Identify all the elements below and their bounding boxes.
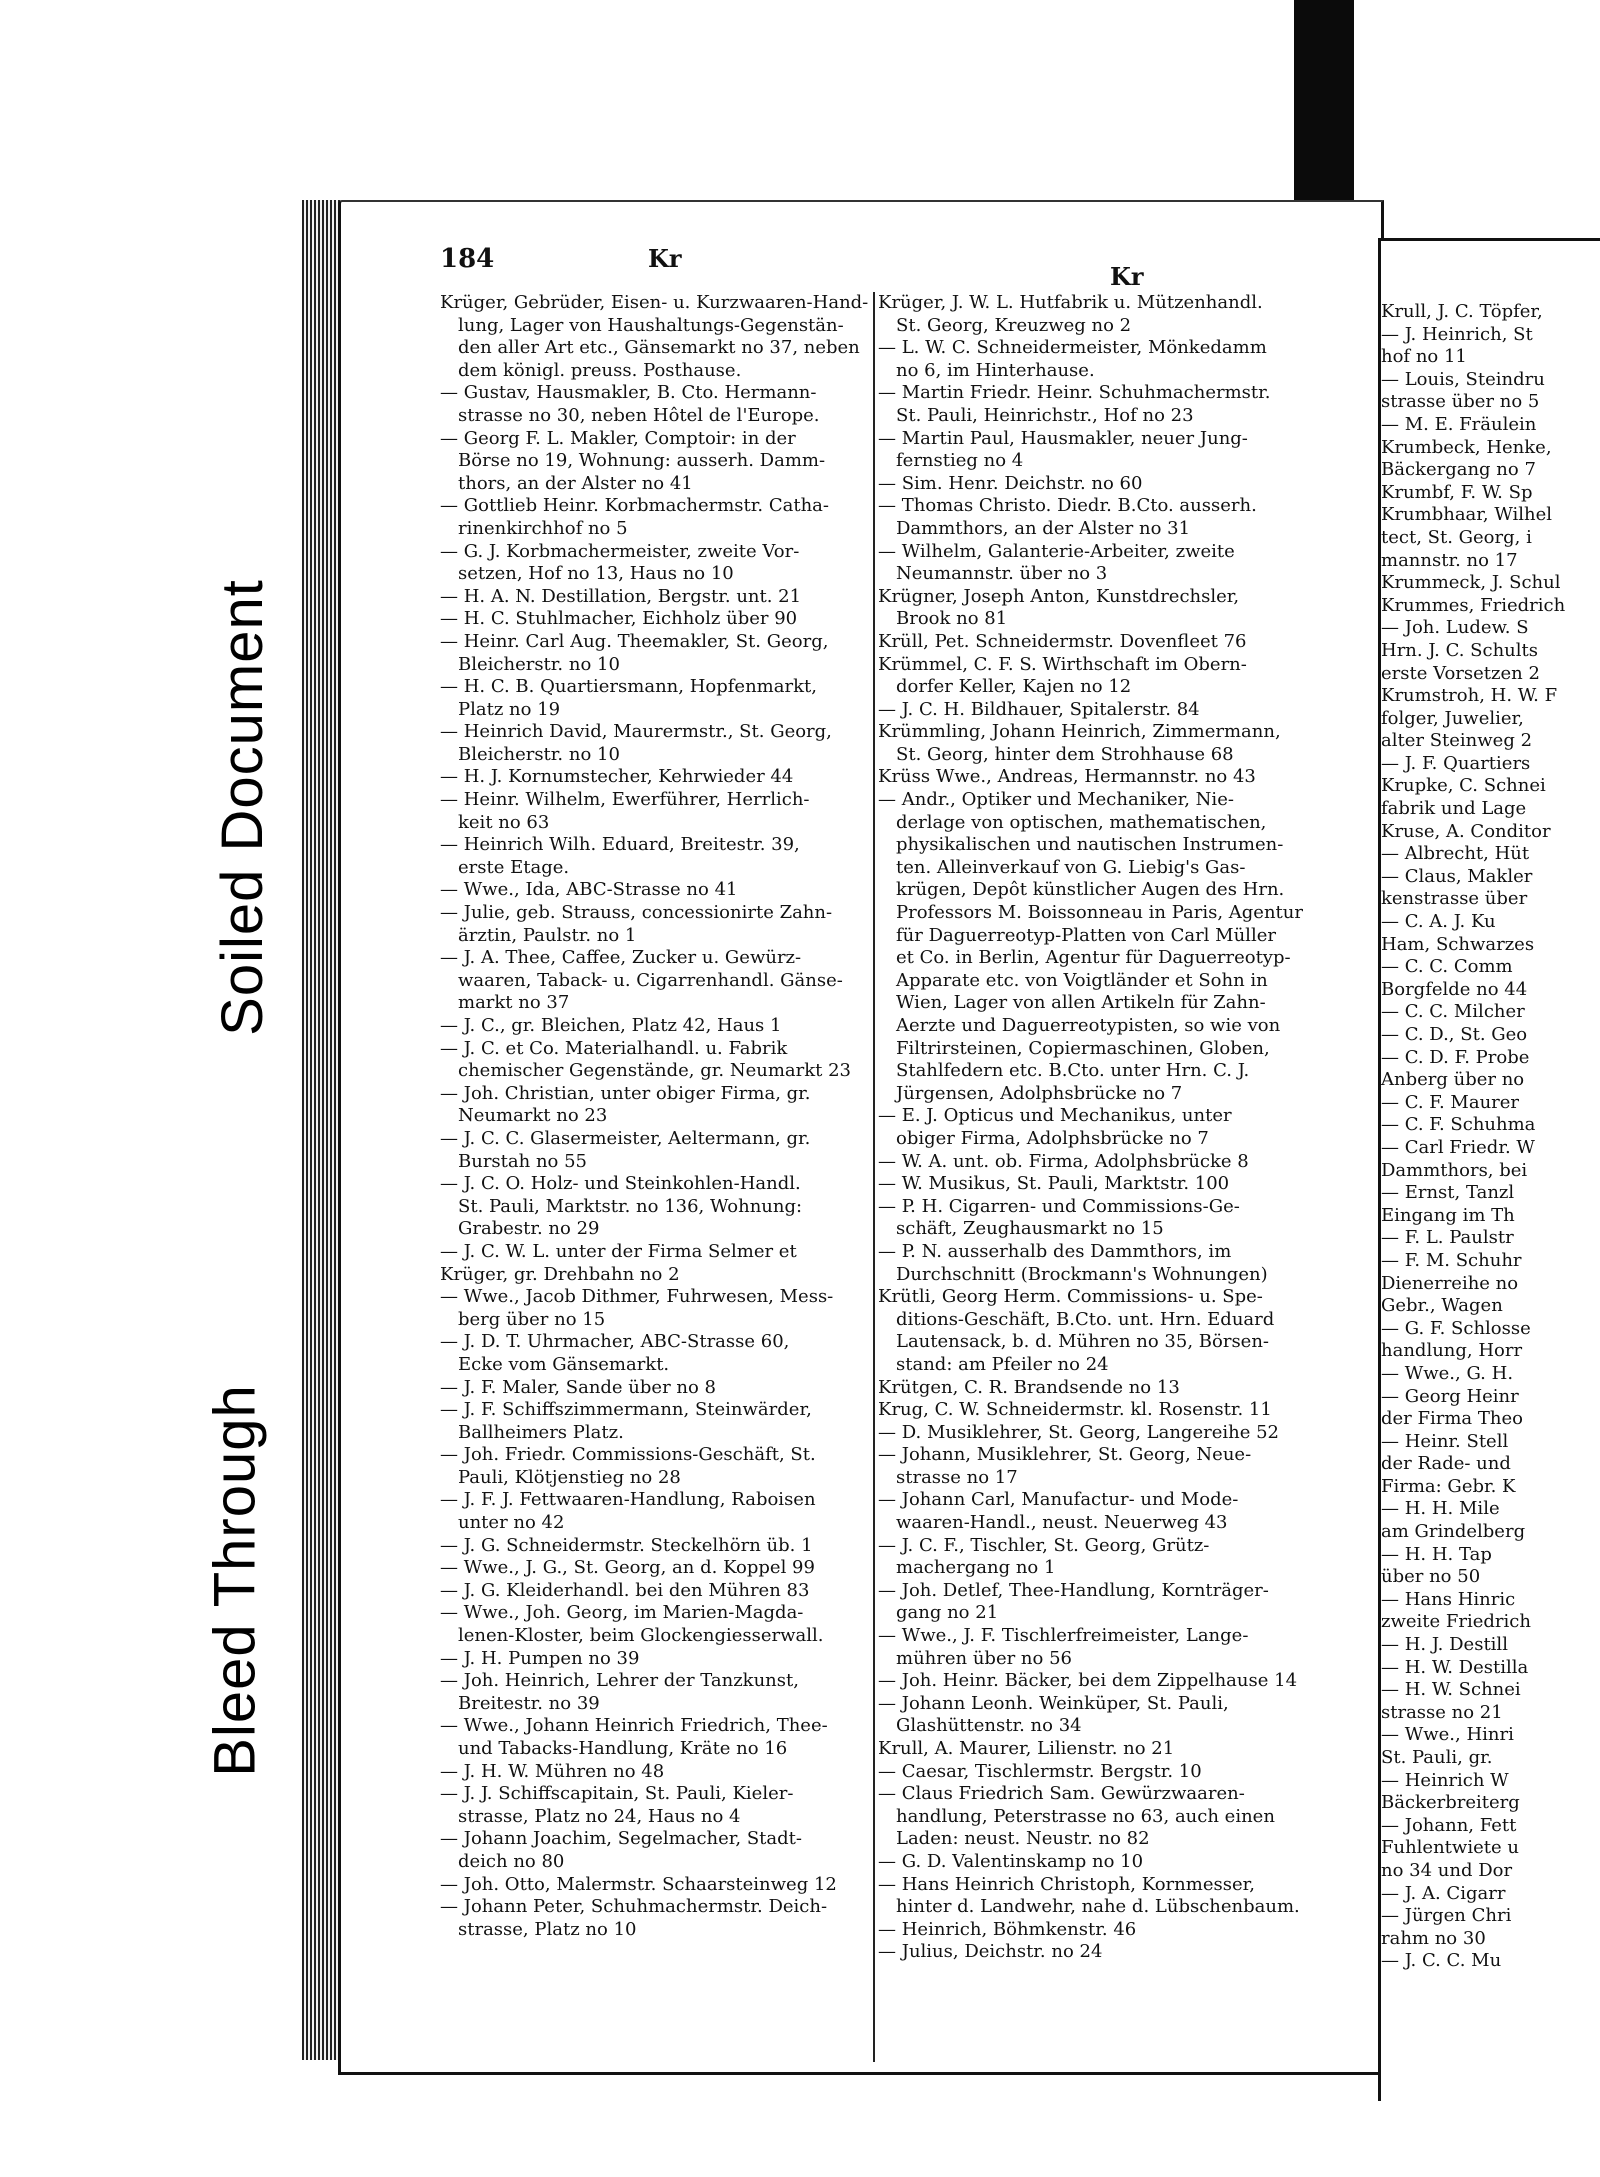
directory-entry-line: der Firma Theo bbox=[1381, 1408, 1523, 1430]
directory-entry-line: — H. C. Stuhlmacher, Eichholz über 90 bbox=[440, 608, 798, 630]
directory-entry-line: — Julie, geb. Strauss, concessionirte Zahn- bbox=[440, 902, 833, 924]
directory-entry-line: — Johann, Fett bbox=[1381, 1814, 1517, 1836]
directory-entry-line: über no 50 bbox=[1381, 1566, 1481, 1588]
adjacent-page bbox=[1378, 238, 1600, 2101]
directory-entry-line: St. Pauli, Marktstr. no 136, Wohnung: bbox=[458, 1195, 803, 1217]
directory-entry-line: physikalischen und nautischen Instrumen- bbox=[896, 834, 1284, 856]
directory-entry-line: keit no 63 bbox=[458, 811, 550, 833]
directory-entry-line: — H. H. Tap bbox=[1381, 1543, 1492, 1565]
directory-entry-line: — Wwe., Ida, ABC-Strasse no 41 bbox=[440, 879, 738, 901]
directory-entry-line: — J. F. Maler, Sande über no 8 bbox=[440, 1376, 717, 1398]
directory-entry-line: — Martin Friedr. Heinr. Schuhmachermstr. bbox=[878, 382, 1271, 404]
directory-entry-line: Krummes, Friedrich bbox=[1381, 594, 1566, 616]
directory-entry-line: — Wwe., Joh. Georg, im Marien-Magda- bbox=[440, 1602, 804, 1624]
directory-entry-line: — Wwe., Hinri bbox=[1381, 1724, 1514, 1746]
directory-entry-line: — J. G. Kleiderhandl. bei den Mühren 83 bbox=[440, 1579, 810, 1601]
directory-entry-line: — L. W. C. Schneidermeister, Mönkedamm bbox=[878, 337, 1267, 359]
directory-entry-line: — P. H. Cigarren- und Commissions-Ge- bbox=[878, 1195, 1240, 1217]
directory-entry-line: St. Georg, hinter dem Strohhause 68 bbox=[896, 743, 1234, 765]
directory-entry-line: — J. F. Quartiers bbox=[1381, 752, 1531, 774]
directory-entry-line: — W. A. unt. ob. Firma, Adolphsbrücke 8 bbox=[878, 1150, 1249, 1172]
directory-entry-line: — J. C. et Co. Materialhandl. u. Fabrik bbox=[440, 1037, 788, 1059]
directory-entry-line: Krupke, C. Schnei bbox=[1381, 775, 1546, 797]
directory-entry-line: Pauli, Klötjenstieg no 28 bbox=[458, 1466, 681, 1488]
directory-entry-line: no 6, im Hinterhause. bbox=[896, 359, 1095, 381]
directory-entry-line: handlung, Peterstrasse no 63, auch einen bbox=[896, 1805, 1275, 1827]
directory-entry-line: strasse über no 5 bbox=[1381, 391, 1540, 413]
directory-entry-line: — Andr., Optiker und Mechaniker, Nie- bbox=[878, 789, 1234, 811]
directory-entry-line: chemischer Gegenstände, gr. Neumarkt 23 bbox=[458, 1060, 852, 1082]
directory-entry-line: fabrik und Lage bbox=[1381, 798, 1527, 820]
directory-entry-line: — Sim. Henr. Deichstr. no 60 bbox=[878, 472, 1143, 494]
column-divider bbox=[873, 292, 875, 2062]
directory-entry-line: — Caesar, Tischlermstr. Bergstr. 10 bbox=[878, 1760, 1202, 1782]
directory-entry-line: lung, Lager von Haushaltungs-Gegenstän- bbox=[458, 314, 844, 336]
directory-entry-line: — P. N. ausserhalb des Dammthors, im bbox=[878, 1240, 1232, 1262]
directory-entry-line: Eingang im Th bbox=[1381, 1204, 1515, 1226]
directory-entry-line: — Wwe., J. G., St. Georg, an d. Koppel 99 bbox=[440, 1557, 815, 1579]
directory-entry-line: Krümmling, Johann Heinrich, Zimmermann, bbox=[878, 721, 1281, 743]
directory-entry-line: — H. J. Kornumstecher, Kehrwieder 44 bbox=[440, 766, 794, 788]
directory-column-next-page bbox=[1381, 301, 1600, 1973]
directory-entry-line: — Johann Carl, Manufactur- und Mode- bbox=[878, 1489, 1239, 1511]
directory-entry-line: Neumannstr. über no 3 bbox=[896, 563, 1108, 585]
directory-entry-line: Krumbeck, Henke, bbox=[1381, 436, 1552, 458]
directory-entry-line: der Rade- und bbox=[1381, 1453, 1511, 1475]
directory-entry-line: — Louis, Steindru bbox=[1381, 368, 1545, 390]
directory-entry-line: lenen-Kloster, beim Glockengiesserwall. bbox=[458, 1625, 824, 1647]
directory-entry-line: Laden: neust. Neustr. no 82 bbox=[896, 1828, 1150, 1850]
directory-entry-line: Jürgensen, Adolphsbrücke no 7 bbox=[896, 1082, 1183, 1104]
directory-entry-line: — Johann, Musiklehrer, St. Georg, Neue- bbox=[878, 1444, 1252, 1466]
directory-entry-line: für Daguerreotyp-Platten von Carl Müller bbox=[896, 924, 1276, 946]
directory-entry-line: rinenkirchhof no 5 bbox=[458, 517, 628, 539]
page-number: 184 bbox=[440, 244, 495, 274]
directory-entry-line: — Hans Hinric bbox=[1381, 1588, 1516, 1610]
directory-entry-line: Bleicherstr. no 10 bbox=[458, 743, 620, 765]
directory-entry-line: — H. W. Schnei bbox=[1381, 1679, 1521, 1701]
directory-entry-line: Grabestr. no 29 bbox=[458, 1218, 600, 1240]
directory-entry-line: — Heinr. Stell bbox=[1381, 1430, 1509, 1452]
directory-entry-line: — Claus Friedrich Sam. Gewürzwaaren- bbox=[878, 1783, 1245, 1805]
directory-entry-line: — M. E. Fräulein bbox=[1381, 413, 1537, 435]
directory-entry-line: Hrn. J. C. Schults bbox=[1381, 639, 1538, 661]
directory-entry-line: — E. J. Opticus und Mechanikus, unter bbox=[878, 1105, 1232, 1127]
directory-entry-line: — Wwe., J. F. Tischlerfreimeister, Lange- bbox=[878, 1625, 1249, 1647]
directory-entry-line: — J. H. Pumpen no 39 bbox=[440, 1647, 640, 1669]
soiled-document-label: Soiled Document bbox=[192, 515, 292, 1100]
directory-entry-line: — Johann Peter, Schuhmachermstr. Deich- bbox=[440, 1896, 828, 1918]
directory-entry-line: — Gottlieb Heinr. Korbmachermstr. Catha- bbox=[440, 495, 829, 517]
directory-entry-line: Krull, J. C. Töpfer, bbox=[1381, 301, 1543, 322]
directory-entry-line: Krumbhaar, Wilhel bbox=[1381, 504, 1553, 526]
directory-entry-line: — Joh. Heinr. Bäcker, bei dem Zippelhause 14 bbox=[878, 1670, 1298, 1692]
directory-entry-line: Krütli, Georg Herm. Commissions- u. Spe- bbox=[878, 1286, 1263, 1308]
directory-entry-line: Breitestr. no 39 bbox=[458, 1692, 600, 1714]
directory-entry-line: — G. J. Korbmachermeister, zweite Vor- bbox=[440, 540, 800, 562]
directory-entry-line: erste Etage. bbox=[458, 856, 570, 878]
directory-entry-line: Filtrirsteinen, Copiermaschinen, Globen, bbox=[896, 1037, 1270, 1059]
directory-entry-line: — C. C. Milcher bbox=[1381, 1001, 1525, 1023]
directory-entry-line: — Joh. Ludew. S bbox=[1381, 617, 1529, 639]
directory-entry-line: — G. F. Schlosse bbox=[1381, 1317, 1531, 1339]
directory-entry-line: Neumarkt no 23 bbox=[458, 1105, 608, 1127]
directory-entry-line: — Ernst, Tanzl bbox=[1381, 1182, 1515, 1204]
directory-entry-line: — J. F. J. Fettwaaren-Handlung, Raboisen bbox=[440, 1489, 816, 1511]
directory-entry-line: Lautensack, b. d. Mühren no 35, Börsen- bbox=[896, 1331, 1270, 1353]
directory-entry-line: rahm no 30 bbox=[1381, 1927, 1486, 1949]
directory-entry-line: — Joh. Christian, unter obiger Firma, gr. bbox=[440, 1082, 811, 1104]
directory-entry-line: St. Pauli, Heinrichstr., Hof no 23 bbox=[896, 404, 1194, 426]
running-header-left: Kr bbox=[648, 244, 682, 273]
directory-entry-line: — C. A. J. Ku bbox=[1381, 911, 1496, 933]
directory-entry-line: Ham, Schwarzes bbox=[1381, 933, 1535, 955]
directory-entry-line: Glashüttenstr. no 34 bbox=[896, 1715, 1082, 1737]
directory-entry-line: Krüger, gr. Drehbahn no 2 bbox=[440, 1263, 680, 1285]
directory-entry-line: Dienerreihe no bbox=[1381, 1272, 1519, 1294]
directory-entry-line: waaren-Handl., neust. Neuerweg 43 bbox=[896, 1512, 1228, 1534]
directory-entry-line: gang no 21 bbox=[896, 1602, 999, 1624]
directory-entry-line: obiger Firma, Adolphsbrücke no 7 bbox=[896, 1127, 1209, 1149]
directory-entry-line: — Heinrich W bbox=[1381, 1769, 1509, 1791]
directory-entry-line: — J. C. W. L. unter der Firma Selmer et bbox=[440, 1240, 797, 1262]
directory-entry-line: Bleicherstr. no 10 bbox=[458, 653, 620, 675]
directory-entry-line: — J. J. Schiffscapitain, St. Pauli, Kieler- bbox=[440, 1783, 794, 1805]
directory-entry-line: folger, Juwelier, bbox=[1381, 707, 1524, 729]
directory-entry-line: — Martin Paul, Hausmakler, neuer Jung- bbox=[878, 427, 1248, 449]
directory-entry-line: ten. Alleinverkauf von G. Liebig's Gas- bbox=[896, 856, 1246, 878]
directory-entry-line: Dammthors, bei bbox=[1381, 1159, 1528, 1181]
directory-entry-line: Aerzte und Daguerreotypisten, so wie von bbox=[896, 1015, 1281, 1036]
directory-entry-line: — Wwe., G. H. bbox=[1381, 1362, 1514, 1384]
directory-entry-line: — C. C. Comm bbox=[1381, 956, 1513, 978]
directory-entry-line: — Joh. Heinrich, Lehrer der Tanzkunst, bbox=[440, 1670, 799, 1692]
directory-entry-line: alter Steinweg 2 bbox=[1381, 730, 1533, 752]
directory-entry-line: hinter d. Landwehr, nahe d. Lübschenbaum. bbox=[896, 1896, 1300, 1918]
directory-entry-line: — Hans Heinrich Christoph, Kornmesser, bbox=[878, 1873, 1255, 1895]
directory-entry-line: — J. C. F., Tischler, St. Georg, Grütz- bbox=[878, 1534, 1210, 1556]
directory-entry-line: Krüger, J. W. L. Hutfabrik u. Mützenhandl. bbox=[878, 292, 1263, 313]
directory-entry-line: — Joh. Otto, Malermstr. Schaarsteinweg 12 bbox=[440, 1873, 837, 1895]
directory-entry-line: dorfer Keller, Kajen no 12 bbox=[896, 676, 1132, 698]
directory-entry-line: — Johann Joachim, Segelmacher, Stadt- bbox=[440, 1828, 802, 1850]
directory-entry-line: Börse no 19, Wohnung: ausserh. Damm- bbox=[458, 450, 826, 472]
directory-entry-line: — Claus, Makler bbox=[1381, 865, 1533, 887]
directory-entry-line: deich no 80 bbox=[458, 1850, 565, 1872]
directory-entry-line: Firma: Gebr. K bbox=[1381, 1475, 1516, 1497]
directory-entry-line: Krummeck, J. Schul bbox=[1381, 572, 1561, 594]
directory-entry-line: — W. Musikus, St. Pauli, Marktstr. 100 bbox=[878, 1173, 1230, 1195]
directory-entry-line: — H. H. Mile bbox=[1381, 1498, 1500, 1520]
directory-entry-line: mühren über no 56 bbox=[896, 1647, 1072, 1669]
directory-entry-line: Krumstroh, H. W. F bbox=[1381, 685, 1558, 707]
directory-entry-line: Krumbf, F. W. Sp bbox=[1381, 481, 1533, 503]
directory-entry-line: — J. C., gr. Bleichen, Platz 42, Haus 1 bbox=[440, 1015, 782, 1036]
directory-entry-line: krügen, Depôt künstlicher Augen des Hrn. bbox=[896, 879, 1285, 901]
directory-entry-line: strasse, Platz no 24, Haus no 4 bbox=[458, 1805, 741, 1827]
directory-entry-line: — D. Musiklehrer, St. Georg, Langereihe 52 bbox=[878, 1421, 1279, 1443]
directory-entry-line: Wien, Lager von allen Artikeln für Zahn- bbox=[896, 992, 1266, 1014]
directory-entry-line: — Gustav, Hausmakler, B. Cto. Hermann- bbox=[440, 382, 817, 404]
directory-entry-line: — C. F. Maurer bbox=[1381, 1091, 1520, 1113]
directory-column-right bbox=[878, 292, 1348, 1964]
directory-entry-line: waaren, Taback- u. Cigarrenhandl. Gänse- bbox=[458, 969, 843, 991]
directory-entry-line: — Heinr. Carl Aug. Theemakler, St. Georg, bbox=[440, 630, 829, 652]
directory-entry-line: — H. J. Destill bbox=[1381, 1634, 1508, 1656]
directory-entry-line: no 34 und Dor bbox=[1381, 1859, 1513, 1881]
page-stack-edge bbox=[302, 200, 340, 2060]
directory-entry-line: — J. H. W. Mühren no 48 bbox=[440, 1760, 665, 1782]
directory-entry-line: Durchschnitt (Brockmann's Wohnungen) bbox=[896, 1263, 1268, 1285]
directory-entry-line: hof no 11 bbox=[1381, 346, 1467, 368]
directory-entry-line: ditions-Geschäft, B.Cto. unt. Hrn. Eduard bbox=[896, 1308, 1275, 1330]
directory-entry-line: Krügner, Joseph Anton, Kunstdrechsler, bbox=[878, 585, 1240, 607]
directory-entry-line: — Julius, Deichstr. no 24 bbox=[878, 1941, 1103, 1963]
directory-entry-line: — J. D. T. Uhrmacher, ABC-Strasse 60, bbox=[440, 1331, 790, 1353]
directory-entry-line: — J. C. C. Glasermeister, Aeltermann, gr. bbox=[440, 1127, 811, 1149]
directory-entry-line: Fuhlentwiete u bbox=[1381, 1837, 1519, 1859]
directory-entry-line: — Georg Heinr bbox=[1381, 1385, 1519, 1407]
directory-entry-line: strasse no 17 bbox=[896, 1466, 1018, 1488]
directory-entry-line: Apparate etc. von Voigtländer et Sohn in bbox=[896, 969, 1268, 991]
directory-entry-line: — J. F. Schiffszimmermann, Steinwärder, bbox=[440, 1399, 812, 1421]
directory-entry-line: — C. D., St. Geo bbox=[1381, 1024, 1528, 1045]
directory-entry-line: Krull, A. Maurer, Lilienstr. no 21 bbox=[878, 1738, 1175, 1759]
directory-entry-line: — J. A. Cigarr bbox=[1381, 1882, 1506, 1904]
directory-entry-line: — J. G. Schneidermstr. Steckelhörn üb. 1 bbox=[440, 1534, 813, 1556]
directory-entry-line: — H. C. B. Quartiersmann, Hopfenmarkt, bbox=[440, 676, 817, 698]
directory-entry-line: — Georg F. L. Makler, Comptoir: in der bbox=[440, 427, 796, 449]
directory-entry-line: — C. F. Schuhma bbox=[1381, 1114, 1536, 1136]
directory-entry-line: — Heinr. Wilhelm, Ewerführer, Herrlich- bbox=[440, 789, 810, 811]
directory-entry-line: — Albrecht, Hüt bbox=[1381, 843, 1530, 865]
directory-entry-line: — G. D. Valentinskamp no 10 bbox=[878, 1850, 1144, 1872]
directory-entry-line: — J. C. O. Holz- und Steinkohlen-Handl. bbox=[440, 1173, 801, 1195]
directory-entry-line: — J. C. H. Bildhauer, Spitalerstr. 84 bbox=[878, 698, 1200, 720]
directory-entry-line: Gebr., Wagen bbox=[1381, 1295, 1503, 1317]
directory-entry-line: St. Pauli, gr. bbox=[1381, 1747, 1493, 1768]
bleed-through-label: Bleed Through bbox=[175, 1240, 295, 1920]
directory-entry-line: setzen, Hof no 13, Haus no 10 bbox=[458, 563, 734, 585]
directory-entry-line: Krüss Wwe., Andreas, Hermannstr. no 43 bbox=[878, 766, 1256, 788]
directory-entry-line: — Wilhelm, Galanterie-Arbeiter, zweite bbox=[878, 540, 1235, 562]
directory-entry-line: — H. A. N. Destillation, Bergstr. unt. 21 bbox=[440, 585, 802, 607]
directory-entry-line: machergang no 1 bbox=[896, 1557, 1056, 1579]
directory-entry-line: ärztin, Paulstr. no 1 bbox=[458, 924, 637, 946]
directory-entry-line: — J. Heinrich, St bbox=[1381, 323, 1533, 345]
directory-entry-line: — Joh. Detlef, Thee-Handlung, Kornträger- bbox=[878, 1579, 1269, 1601]
running-header-right: Kr bbox=[1110, 262, 1144, 291]
directory-entry-line: thors, an der Alster no 41 bbox=[458, 472, 693, 494]
directory-entry-line: et Co. in Berlin, Agentur für Daguerreotyp- bbox=[896, 947, 1291, 969]
directory-entry-line: strasse, Platz no 10 bbox=[458, 1918, 637, 1940]
directory-entry-line: und Tabacks-Handlung, Kräte no 16 bbox=[458, 1738, 788, 1759]
directory-entry-line: Stahlfedern etc. B.Cto. unter Hrn. C. J. bbox=[896, 1060, 1250, 1082]
directory-entry-line: — C. D. F. Probe bbox=[1381, 1046, 1530, 1068]
directory-entry-line: — Thomas Christo. Diedr. B.Cto. ausserh. bbox=[878, 495, 1257, 517]
directory-entry-line: tect, St. Georg, i bbox=[1381, 526, 1532, 548]
directory-entry-line: — Wwe., Johann Heinrich Friedrich, Thee- bbox=[440, 1715, 828, 1737]
directory-entry-line: — Heinrich Wilh. Eduard, Breitestr. 39, bbox=[440, 834, 800, 856]
directory-entry-line: St. Georg, Kreuzweg no 2 bbox=[896, 314, 1132, 336]
directory-entry-line: Dammthors, an der Alster no 31 bbox=[896, 517, 1191, 539]
directory-entry-line: Bäckerbreiterg bbox=[1381, 1792, 1520, 1814]
directory-entry-line: Brook no 81 bbox=[896, 608, 1008, 630]
directory-entry-line: schäft, Zeughausmarkt no 15 bbox=[896, 1218, 1164, 1240]
directory-entry-line: — F. M. Schuhr bbox=[1381, 1249, 1522, 1271]
directory-entry-line: Professors M. Boissonneau in Paris, Agentur bbox=[896, 902, 1303, 924]
directory-entry-line: — Joh. Friedr. Commissions-Geschäft, St. bbox=[440, 1444, 816, 1466]
directory-entry-line: — Wwe., Jacob Dithmer, Fuhrwesen, Mess- bbox=[440, 1286, 834, 1308]
directory-entry-line: derlage von optischen, mathematischen, bbox=[896, 811, 1267, 833]
directory-entry-line: — Heinrich, Böhmkenstr. 46 bbox=[878, 1918, 1137, 1940]
directory-entry-line: Kruse, A. Conditor bbox=[1381, 820, 1551, 842]
directory-entry-line: handlung, Horr bbox=[1381, 1340, 1523, 1362]
directory-entry-line: Krug, C. W. Schneidermstr. kl. Rosenstr. 11 bbox=[878, 1399, 1272, 1421]
directory-entry-line: — Heinrich David, Maurermstr., St. Georg, bbox=[440, 721, 832, 743]
directory-entry-line: erste Vorsetzen 2 bbox=[1381, 662, 1540, 684]
directory-entry-line: Ballheimers Platz. bbox=[458, 1421, 624, 1443]
directory-entry-line: Krütgen, C. R. Brandsende no 13 bbox=[878, 1376, 1180, 1398]
directory-entry-line: — Johann Leonh. Weinküper, St. Pauli, bbox=[878, 1692, 1229, 1714]
directory-entry-line: Borgfelde no 44 bbox=[1381, 978, 1528, 1000]
directory-entry-line: strasse no 30, neben Hôtel de l'Europe. bbox=[458, 404, 820, 426]
directory-entry-line: zweite Friedrich bbox=[1381, 1611, 1531, 1633]
directory-entry-line: Krüll, Pet. Schneidermstr. Dovenfleet 76 bbox=[878, 630, 1247, 652]
directory-entry-line: am Grindelberg bbox=[1381, 1521, 1526, 1543]
directory-entry-line: berg über no 15 bbox=[458, 1308, 606, 1330]
directory-entry-line: fernstieg no 4 bbox=[896, 450, 1024, 472]
directory-entry-line: mannstr. no 17 bbox=[1381, 549, 1518, 571]
directory-entry-line: kenstrasse über bbox=[1381, 888, 1528, 910]
directory-entry-line: Krümmel, C. F. S. Wirthschaft im Obern- bbox=[878, 653, 1247, 675]
directory-entry-line: — J. A. Thee, Caffee, Zucker u. Gewürz- bbox=[440, 947, 802, 969]
directory-entry-line: Anberg über no bbox=[1381, 1069, 1525, 1091]
directory-column-left bbox=[440, 292, 875, 1941]
directory-entry-line: unter no 42 bbox=[458, 1512, 565, 1534]
directory-entry-line: — Jürgen Chri bbox=[1381, 1905, 1512, 1927]
directory-entry-line: Bäckergang no 7 bbox=[1381, 459, 1536, 481]
directory-entry-line: — H. W. Destilla bbox=[1381, 1656, 1529, 1678]
directory-entry-line: dem königl. preuss. Posthause. bbox=[458, 359, 742, 381]
directory-entry-line: markt no 37 bbox=[458, 992, 570, 1014]
directory-entry-line: den aller Art etc., Gänsemarkt no 37, neben bbox=[458, 337, 860, 359]
directory-entry-line: Ecke vom Gänsemarkt. bbox=[458, 1353, 670, 1375]
directory-entry-line: — F. L. Paulstr bbox=[1381, 1227, 1514, 1249]
directory-entry-line: strasse no 21 bbox=[1381, 1701, 1503, 1723]
directory-entry-line: — J. C. C. Mu bbox=[1381, 1950, 1502, 1972]
directory-entry-line: Platz no 19 bbox=[458, 698, 561, 720]
directory-entry-line: — Carl Friedr. W bbox=[1381, 1136, 1535, 1158]
directory-entry-line: Burstah no 55 bbox=[458, 1150, 587, 1172]
directory-entry-line: Krüger, Gebrüder, Eisen- u. Kurzwaaren-Hand- bbox=[440, 292, 869, 313]
directory-entry-line: stand: am Pfeiler no 24 bbox=[896, 1353, 1109, 1375]
